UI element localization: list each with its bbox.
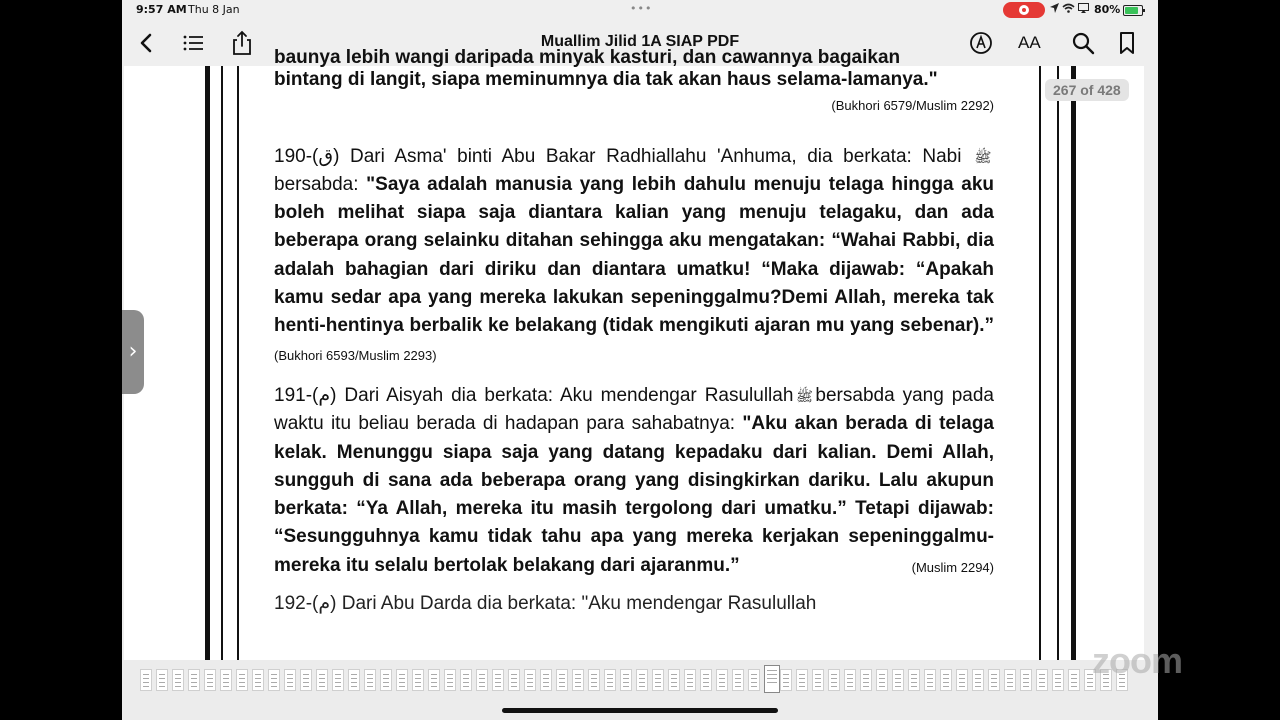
bookmark-icon[interactable]	[1114, 30, 1140, 56]
markup-pen-icon[interactable]	[968, 30, 994, 56]
page-thumbnail[interactable]	[972, 669, 984, 691]
page-thumbnail[interactable]	[508, 669, 520, 691]
page-thumbnail[interactable]	[396, 669, 408, 691]
page-thumbnail[interactable]	[412, 669, 424, 691]
page-thumbnail[interactable]	[828, 669, 840, 691]
page-thumbnail[interactable]	[300, 669, 312, 691]
battery-percentage: 80%	[1094, 3, 1121, 16]
cut-text-line: baunya lebih wangi daripada minyak kasturi, dan cawannya bagaikan	[274, 47, 901, 68]
page-thumbnail[interactable]	[732, 669, 744, 691]
document-title: Muallim Jilid 1A SIAP PDF	[540, 33, 740, 50]
status-bar	[122, 0, 1158, 20]
page-thumbnail[interactable]	[348, 669, 360, 691]
ipad-screen	[122, 0, 1182, 720]
pdf-page	[124, 47, 1144, 660]
screen-mirroring-icon	[1078, 3, 1089, 13]
page-thumbnail[interactable]	[716, 669, 728, 691]
page-border-line	[1057, 66, 1059, 660]
page-thumbnail[interactable]	[604, 669, 616, 691]
page-border-line	[221, 66, 223, 660]
page-thumbnail[interactable]	[204, 669, 216, 691]
page-thumbnail[interactable]	[444, 669, 456, 691]
hadith-reference: (Bukhori 6579/Muslim 2292)	[831, 98, 994, 114]
page-thumbnail[interactable]	[316, 669, 328, 691]
page-thumbnail[interactable]	[796, 669, 808, 691]
page-thumbnail[interactable]	[956, 669, 968, 691]
wifi-icon	[1062, 3, 1075, 13]
page-thumbnail[interactable]	[332, 669, 344, 691]
page-thumbnail[interactable]	[1068, 669, 1080, 691]
multitasking-dots-icon[interactable]: •••	[630, 2, 653, 15]
page-thumbnail[interactable]	[668, 669, 680, 691]
page-thumbnail[interactable]	[1036, 669, 1048, 691]
page-border-line	[1071, 66, 1076, 660]
hadith-ending: bintang di langit, siapa meminumnya dia tak akan haus selama-lamanya."	[274, 69, 938, 90]
page-thumbnail[interactable]	[876, 669, 888, 691]
home-indicator[interactable]	[502, 708, 778, 713]
page-thumbnail[interactable]	[540, 669, 552, 691]
page-thumbnail[interactable]	[844, 669, 856, 691]
page-thumbnail[interactable]	[988, 669, 1000, 691]
sidebar-toggle-chevron-icon[interactable]: ›	[122, 310, 144, 394]
hadith-reference: (Muslim 2294)	[911, 560, 994, 576]
text-size-icon[interactable]: AA	[1018, 33, 1041, 52]
page-thumbnail[interactable]	[1020, 669, 1032, 691]
page-text	[274, 47, 995, 615]
page-thumbnail[interactable]	[892, 669, 904, 691]
page-thumbnail[interactable]	[380, 669, 392, 691]
page-thumbnail[interactable]	[252, 669, 264, 691]
page-thumbnail[interactable]	[188, 669, 200, 691]
hadith-191: 191-(م) Dari Aisyah dia berkata: Aku mendengar Rasulullah ﷺ bersabda yang pada waktu itu beliau berada di hadapan para sahabatnya: "Aku akan berada di telaga kelak. Menunggu siapa saja yang datang kepadaku dari kalian. Demi Allah, sungguh di sana ada beberapa orang yang disingkirkan dariku. Lalu akupun berkata: “Ya Allah, mereka itu masih tergolong dari umatku.” Tetapi dijawab: “Sesungguhnya kamu tidak tahu apa yang mereka kerjakan sepeninggalmu- mereka itu selalu bertolak belakang dari ajaranmu.”	[274, 382, 994, 580]
status-date: Thu 8 Jan	[188, 3, 240, 16]
page-thumbnail[interactable]	[924, 669, 936, 691]
screen-recording-icon[interactable]	[1003, 2, 1045, 18]
page-thumbnail[interactable]	[860, 669, 872, 691]
page-thumbnail[interactable]	[1052, 669, 1064, 691]
page-number-indicator: 267 of 428	[1045, 79, 1129, 101]
page-thumbnail-strip[interactable]	[122, 660, 1158, 720]
page-thumbnail[interactable]	[620, 669, 632, 691]
hadith-190: 190-(ق) Dari Asma' binti Abu Bakar Radhiallahu 'Anhuma, dia berkata: Nabi ﷺ bersabda: "Saya adalah manusia yang lebih dahulu menuju telaga hingga aku boleh melihat siapa saja diantara kalian yang menuju telagaku, dan ada beberapa orang selainku ditahan sehingga aku mengatakan: “Wahai Rabbi, dia adalah bahagian dari diriku dan diantara umatku! “Maka dijawab: “Apakah kamu sedar apa yang mereka lakukan sepeninggalmu?Demi Allah, mereka tak henti-hentinya berbalik ke belakang (tidak mengikuti ajaran mu yang sebenar).” (Bukhori 6593/Muslim 2293)	[274, 143, 994, 370]
page-border-line	[1039, 66, 1041, 660]
page-border-line	[205, 66, 210, 660]
page-thumbnail[interactable]	[684, 669, 696, 691]
page-thumbnail[interactable]	[940, 669, 952, 691]
page-thumbnail[interactable]	[156, 669, 168, 691]
page-thumbnail[interactable]	[812, 669, 824, 691]
battery-icon	[1123, 5, 1143, 16]
hadith-reference: (Bukhori 6593/Muslim 2293)	[274, 347, 437, 363]
page-thumbnail[interactable]	[220, 669, 232, 691]
page-thumbnail[interactable]	[492, 669, 504, 691]
status-time: 9:57 AM	[136, 3, 187, 16]
page-thumbnail[interactable]	[460, 669, 472, 691]
page-thumbnail[interactable]	[572, 669, 584, 691]
page-thumbnail[interactable]	[748, 669, 760, 691]
page-thumbnail[interactable]	[556, 669, 568, 691]
page-thumbnail[interactable]	[524, 669, 536, 691]
page-thumbnail[interactable]	[140, 669, 152, 691]
page-thumbnail[interactable]	[284, 669, 296, 691]
page-thumbnail[interactable]	[764, 665, 780, 693]
page-thumbnail[interactable]	[700, 669, 712, 691]
page-thumbnail[interactable]	[1004, 669, 1016, 691]
page-border-line	[237, 66, 239, 660]
page-thumbnail[interactable]	[652, 669, 664, 691]
page-thumbnail[interactable]	[268, 669, 280, 691]
status-icons	[1050, 3, 1089, 15]
zoom-watermark: zoom	[1092, 640, 1182, 681]
search-icon[interactable]	[1070, 30, 1096, 56]
page-thumbnail[interactable]	[364, 669, 376, 691]
page-thumbnail[interactable]	[476, 669, 488, 691]
page-thumbnail[interactable]	[172, 669, 184, 691]
saw-symbol: ﷺ	[795, 387, 813, 404]
page-thumbnail[interactable]	[236, 669, 248, 691]
pdf-page-area[interactable]	[122, 47, 1158, 660]
page-thumbnail[interactable]	[636, 669, 648, 691]
page-thumbnail[interactable]	[428, 669, 440, 691]
location-icon	[1050, 3, 1059, 13]
thumbnail-list[interactable]	[140, 669, 1140, 691]
page-thumbnail[interactable]	[588, 669, 600, 691]
page-thumbnail[interactable]	[780, 669, 792, 691]
cut-text-line: 192-(م) Dari Abu Darda dia berkata: "Aku mendengar Rasulullah	[274, 593, 817, 615]
saw-symbol: ﷺ	[974, 148, 992, 165]
page-thumbnail[interactable]	[908, 669, 920, 691]
